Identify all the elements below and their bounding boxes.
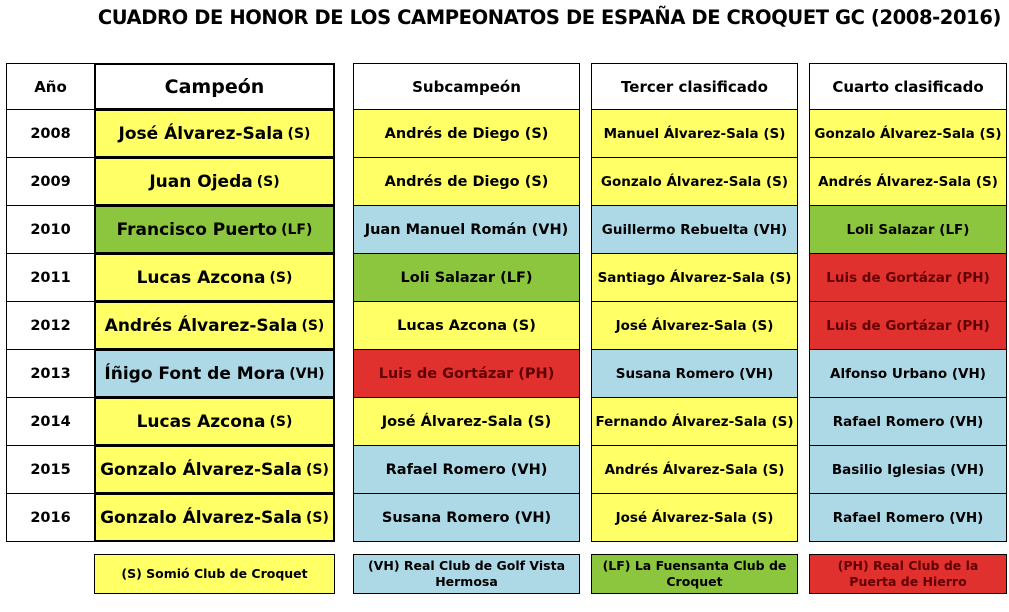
legend-item-ph: (PH) Real Club de la Puerta de Hierro — [809, 554, 1007, 594]
fourth-cell: Basilio Iglesias (VH) — [809, 445, 1007, 494]
fourth-cell: Gonzalo Álvarez-Sala (S) — [809, 109, 1007, 158]
runner-up-cell: Loli Salazar (LF) — [353, 253, 580, 302]
fourth-cell: Rafael Romero (VH) — [809, 493, 1007, 542]
header-fourth: Cuarto clasificado — [809, 63, 1007, 110]
champion-cell — [94, 109, 335, 158]
runner-up-cell: Lucas Azcona (S) — [353, 301, 580, 350]
champion-cell — [94, 253, 335, 302]
header-champion: Campeón — [94, 63, 335, 110]
champion-cell — [94, 445, 335, 494]
champion-name: José Álvarez-Sala — [118, 123, 284, 144]
champion-club: (S) — [287, 125, 311, 142]
legend-item-lf: (LF) La Fuensanta Club de Croquet — [591, 554, 798, 594]
page-title: CUADRO DE HONOR DE LOS CAMPEONATOS DE ESPAÑA DE CROQUET GC (2008-2016) — [97, 6, 1001, 29]
champion-name: Juan Ojeda — [149, 171, 253, 192]
champion-cell — [94, 493, 335, 542]
champion-cell — [94, 397, 335, 446]
year-cell: 2010 — [6, 205, 95, 254]
header-runner_up: Subcampeón — [353, 63, 580, 110]
champion-club: (S) — [269, 269, 293, 286]
year-cell: 2014 — [6, 397, 95, 446]
legend-item-vh: (VH) Real Club de Golf Vista Hermosa — [353, 554, 580, 594]
third-cell: Santiago Álvarez-Sala (S) — [591, 253, 798, 302]
third-cell: José Álvarez-Sala (S) — [591, 301, 798, 350]
champion-name: Gonzalo Álvarez-Sala — [100, 507, 303, 528]
champion-club: (VH) — [289, 365, 325, 382]
year-cell: 2015 — [6, 445, 95, 494]
third-cell: Fernando Álvarez-Sala (S) — [591, 397, 798, 446]
third-cell: Gonzalo Álvarez-Sala (S) — [591, 157, 798, 206]
champion-name: Francisco Puerto — [116, 219, 278, 240]
header-third: Tercer clasificado — [591, 63, 798, 110]
runner-up-cell: Rafael Romero (VH) — [353, 445, 580, 494]
champion-cell — [94, 349, 335, 398]
champion-cell — [94, 205, 335, 254]
third-cell: Andrés Álvarez-Sala (S) — [591, 445, 798, 494]
third-cell: Susana Romero (VH) — [591, 349, 798, 398]
runner-up-cell: José Álvarez-Sala (S) — [353, 397, 580, 446]
champion-cell — [94, 301, 335, 350]
legend-item-s: (S) Somió Club de Croquet — [94, 554, 335, 594]
year-cell: 2012 — [6, 301, 95, 350]
fourth-cell: Alfonso Urbano (VH) — [809, 349, 1007, 398]
fourth-cell: Andrés Álvarez-Sala (S) — [809, 157, 1007, 206]
champion-club: (S) — [301, 317, 325, 334]
runner-up-cell: Susana Romero (VH) — [353, 493, 580, 542]
runner-up-cell: Juan Manuel Román (VH) — [353, 205, 580, 254]
champion-name: Lucas Azcona — [136, 267, 266, 288]
third-cell: Manuel Álvarez-Sala (S) — [591, 109, 798, 158]
runner-up-cell: Luis de Gortázar (PH) — [353, 349, 580, 398]
champion-name: Lucas Azcona — [136, 411, 266, 432]
runner-up-cell: Andrés de Diego (S) — [353, 157, 580, 206]
champion-club: (S) — [269, 413, 293, 430]
champion-club: (S) — [306, 461, 329, 478]
year-cell: 2013 — [6, 349, 95, 398]
fourth-cell: Luis de Gortázar (PH) — [809, 301, 1007, 350]
third-cell: Guillermo Rebuelta (VH) — [591, 205, 798, 254]
champion-club: (S) — [306, 509, 329, 526]
year-cell: 2011 — [6, 253, 95, 302]
champion-name: Andrés Álvarez-Sala — [104, 315, 298, 336]
champion-club: (S) — [256, 173, 280, 190]
year-cell: 2008 — [6, 109, 95, 158]
champion-cell — [94, 157, 335, 206]
runner-up-cell: Andrés de Diego (S) — [353, 109, 580, 158]
champion-name: Íñigo Font de Mora — [104, 363, 286, 384]
champion-name: Gonzalo Álvarez-Sala — [100, 459, 303, 480]
header-year: Año — [6, 63, 95, 110]
fourth-cell: Rafael Romero (VH) — [809, 397, 1007, 446]
champion-club: (LF) — [281, 221, 313, 238]
third-cell: José Álvarez-Sala (S) — [591, 493, 798, 542]
fourth-cell: Loli Salazar (LF) — [809, 205, 1007, 254]
fourth-cell: Luis de Gortázar (PH) — [809, 253, 1007, 302]
year-cell: 2009 — [6, 157, 95, 206]
year-cell: 2016 — [6, 493, 95, 542]
